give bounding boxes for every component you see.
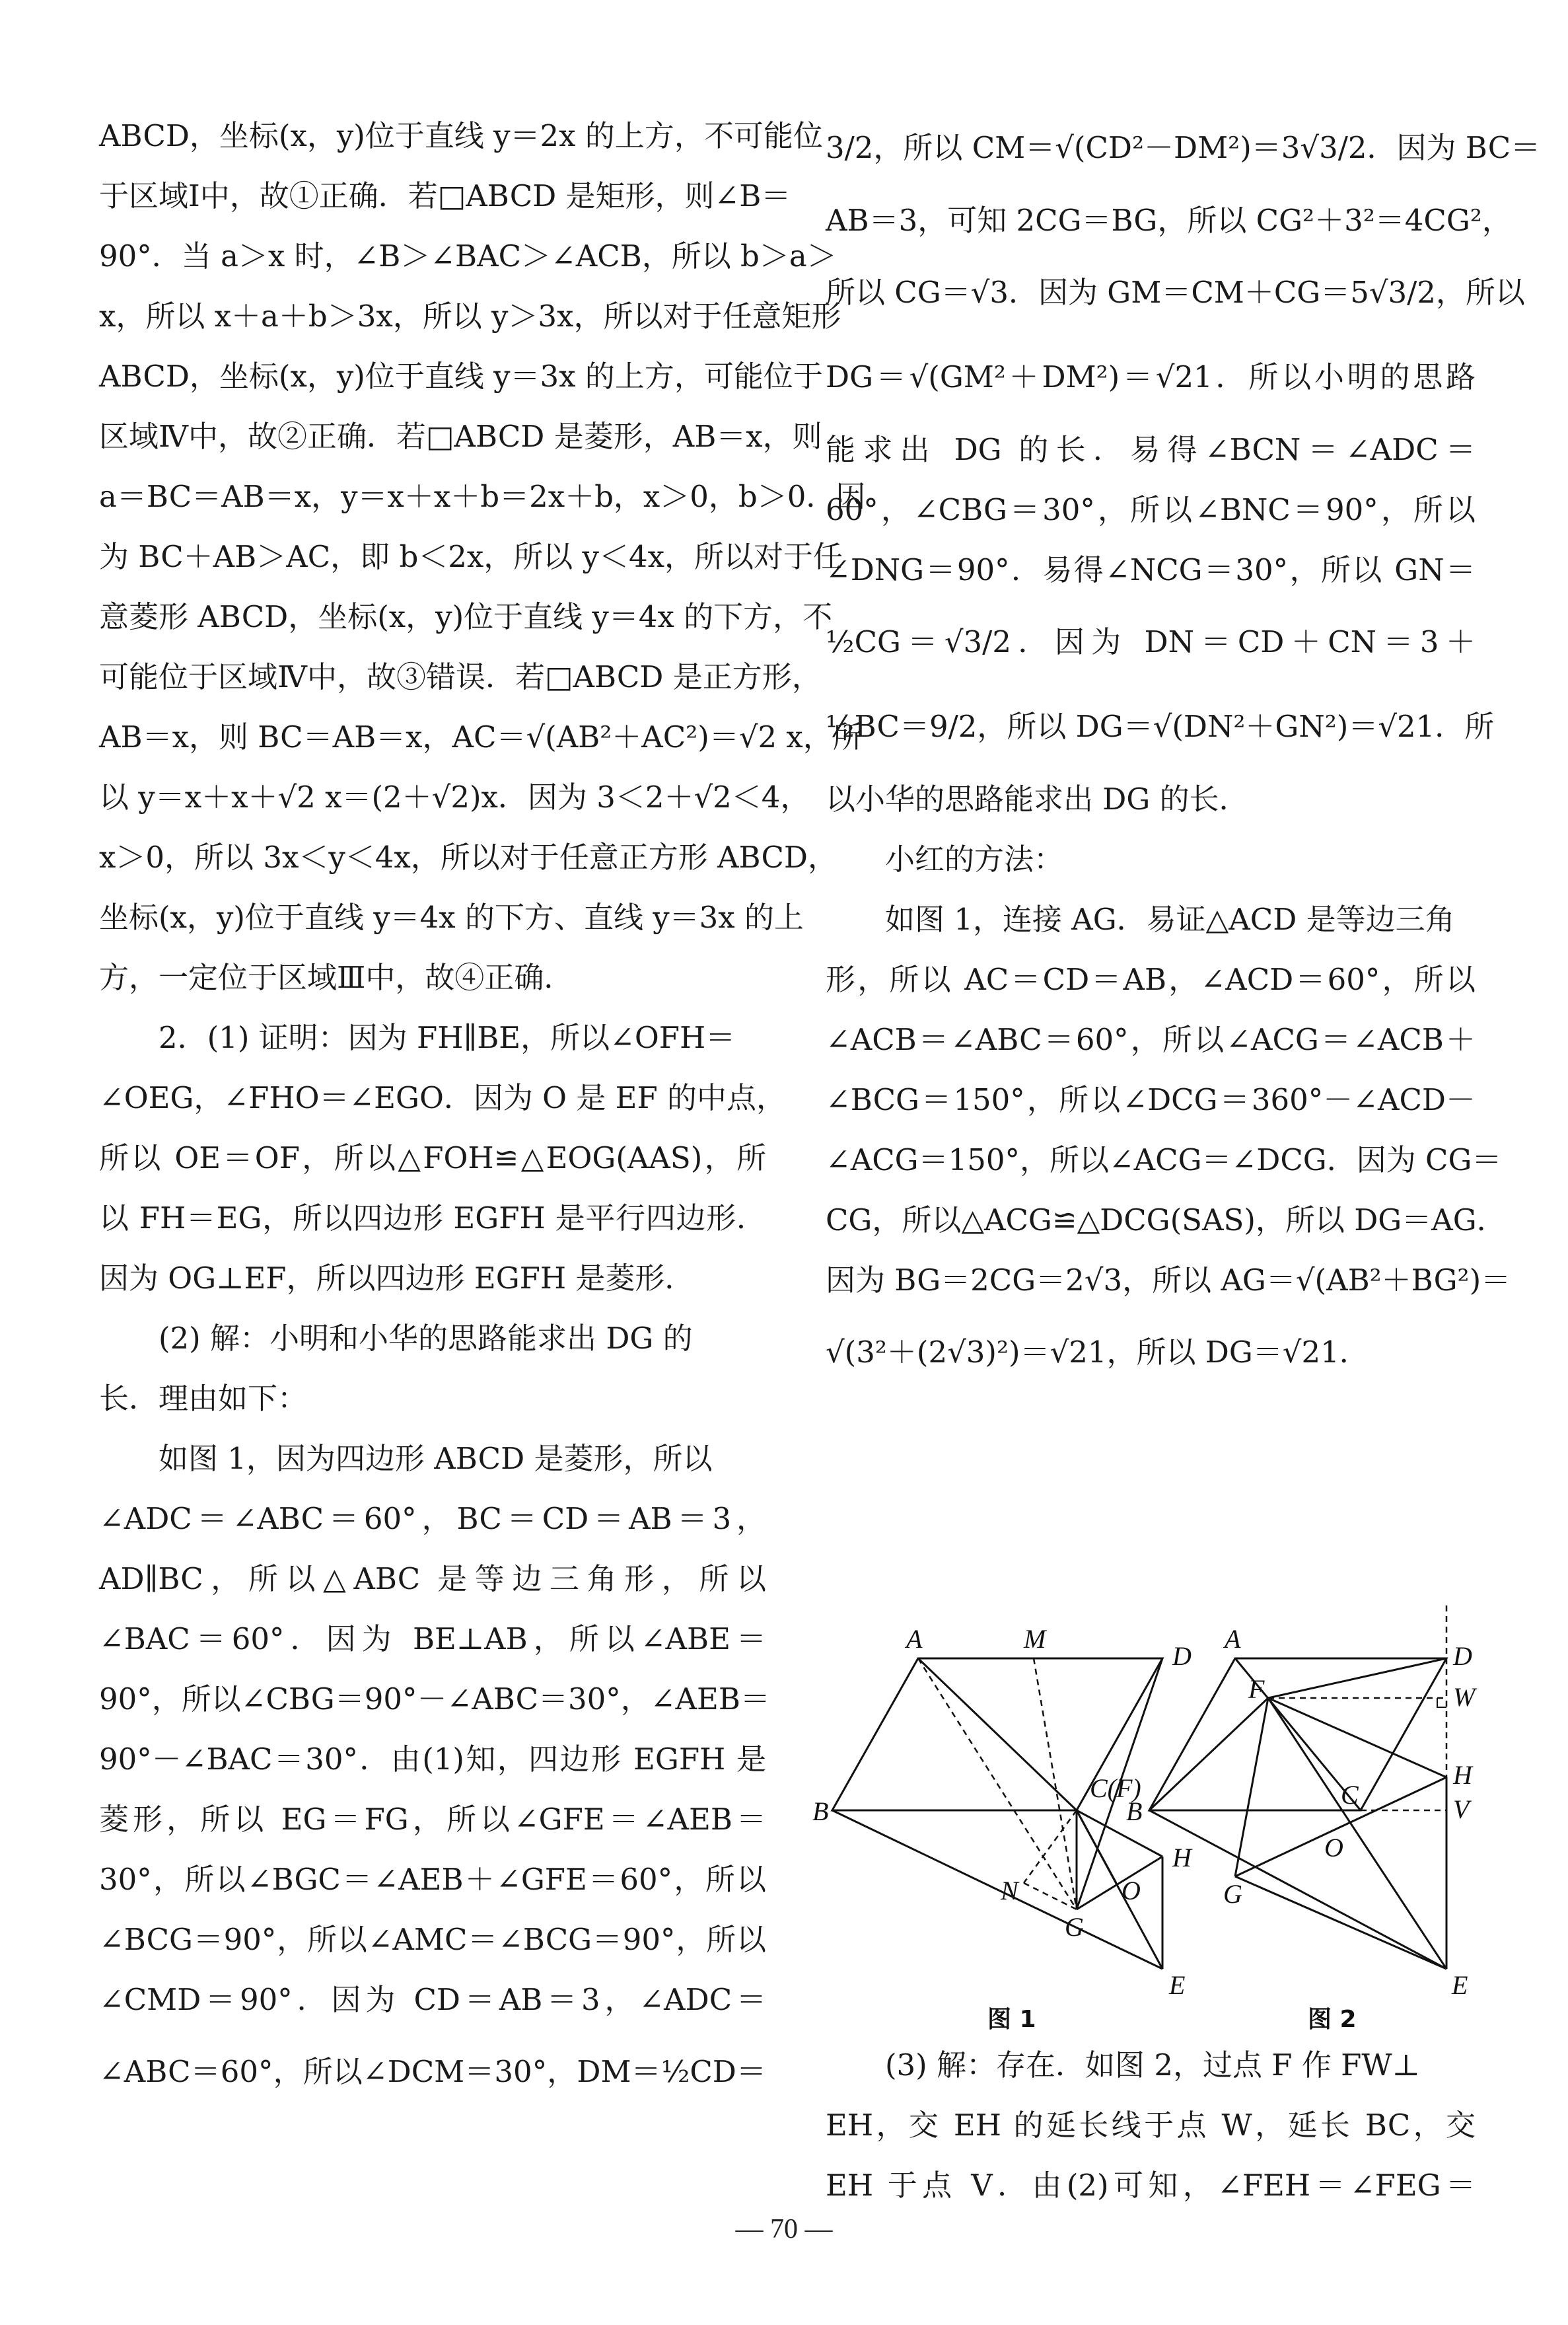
text-line: ∠ACG＝150°，所以∠ACG＝∠DCG．因为 CG＝ xyxy=(826,1142,1502,1177)
label-d: D xyxy=(1172,1641,1192,1671)
text-line: 形，所以 AC＝CD＝AB，∠ACD＝60°，所以 xyxy=(826,962,1476,997)
label-n: N xyxy=(1001,1876,1018,1905)
text-line: 为 BC＋AB＞AC，即 b＜2x，所以 y＜4x，所以对于任 xyxy=(99,539,843,574)
text-line: ½CG＝√3/2．因为 DN＝CD＋CN＝3＋ xyxy=(826,624,1476,659)
text-line: 90°－∠BAC＝30°．由(1)知，四边形 EGFH 是 xyxy=(99,1742,766,1777)
segment-be xyxy=(832,1810,1162,1969)
problem-2-heading: 2．(1) 证明：因为 FH∥BE，所以∠OFH＝ xyxy=(159,1020,736,1055)
text-line: ∠BCG＝150°，所以∠DCG＝360°－∠ACD－ xyxy=(826,1082,1476,1117)
text-line: EH 于点 V．由(2)可知，∠FEH＝∠FEG＝ xyxy=(826,2168,1476,2203)
label-g: G xyxy=(1065,1912,1084,1942)
right-column xyxy=(826,106,1541,1395)
label-e: E xyxy=(1169,1970,1186,2000)
left-column xyxy=(99,106,866,2114)
figures-svg xyxy=(812,1605,1479,2035)
text-line: ∠BCG＝90°，所以∠AMC＝∠BCG＝90°，所以 xyxy=(99,1922,766,1957)
text-line: ∠BAC＝60°．因为 BE⊥AB，所以∠ABE＝ xyxy=(99,1621,766,1656)
text-line: 能求出 DG 的长．易得∠BCN＝∠ADC＝ xyxy=(826,432,1476,467)
text-line: 因为 OG⊥EF，所以四边形 EGFH 是菱形． xyxy=(99,1261,695,1296)
text-line: 如图 1，因为四边形 ABCD 是菱形，所以 xyxy=(159,1441,713,1476)
text-line: 所以 CG＝√3．因为 GM＝CM＋CG＝5√3/2，所以 xyxy=(826,275,1525,310)
label-o-2: O xyxy=(1324,1833,1343,1863)
text-line: ABCD，坐标(x，y)位于直线 y＝3x 的上方，可能位于 xyxy=(99,359,823,394)
text-line: 90°．当 a＞x 时，∠B＞∠BAC＞∠ACB，所以 b＞a＞ xyxy=(99,239,837,274)
text-line: 坐标(x，y)位于直线 y＝4x 的下方、直线 y＝3x 的上 xyxy=(99,900,804,935)
segment-be-2 xyxy=(1149,1810,1446,1969)
text-line: AB＝3，可知 2CG＝BG，所以 CG²＋3²＝4CG²， xyxy=(826,203,1512,238)
segment-mg xyxy=(1034,1658,1077,1909)
page-number: — 70 — xyxy=(735,2214,833,2244)
bottom-right-text xyxy=(826,2035,1476,2215)
text-line: 30°，所以∠BGC＝∠AEB＋∠GFE＝60°，所以 xyxy=(99,1862,766,1897)
label-cf: C(F) xyxy=(1090,1773,1141,1803)
label-d-2: D xyxy=(1453,1641,1472,1671)
text-line: 以小华的思路能求出 DG 的长． xyxy=(826,782,1249,817)
figure-1-lines xyxy=(832,1658,1162,1969)
label-h: H xyxy=(1172,1843,1192,1872)
label-w: W xyxy=(1453,1682,1476,1712)
text-line: EH，交 EH 的延长线于点 W，延长 BC，交 xyxy=(826,2108,1476,2143)
label-f-2: F xyxy=(1248,1674,1265,1704)
label-b-2: B xyxy=(1126,1796,1143,1826)
text-line: ∠DNG＝90°．易得∠NCG＝30°，所以 GN＝ xyxy=(826,552,1476,587)
text-line: DG＝√(GM²＋DM²)＝√21．所以小明的思路 xyxy=(826,359,1476,394)
xiaohong-heading: 小红的方法： xyxy=(885,842,1064,877)
segment-ac xyxy=(918,1658,1077,1810)
text-line: 如图 1，连接 AG．易证△ACD 是等边三角 xyxy=(885,902,1455,937)
geometry-figures xyxy=(812,1605,1479,2035)
text-line: x＞0，所以 3x＜y＜4x，所以对于任意正方形 ABCD， xyxy=(99,840,837,875)
label-v: V xyxy=(1453,1794,1470,1824)
label-o: O xyxy=(1122,1876,1141,1905)
text-line: 长．理由如下： xyxy=(99,1381,308,1416)
text-line: ∠ADC＝∠ABC＝60°，BC＝CD＝AB＝3， xyxy=(99,1501,766,1536)
text-line: ABCD，坐标(x，y)位于直线 y＝2x 的上方，不可能位 xyxy=(99,118,823,153)
part-3-heading: (3) 解：存在．如图 2，过点 F 作 FW⊥ xyxy=(885,2048,1420,2083)
segment-fd-2 xyxy=(1268,1658,1446,1698)
text-line: 区域Ⅳ中，故②正确．若□ABCD 是菱形，AB＝x，则 xyxy=(99,419,822,454)
figure-2-caption: 图 2 xyxy=(1308,2006,1357,2033)
label-e-2: E xyxy=(1452,1970,1468,2000)
text-line: CG，所以△ACG≌△DCG(SAS)，所以 DG＝AG． xyxy=(826,1202,1507,1237)
figure-1-caption: 图 1 xyxy=(987,2006,1036,2033)
text-line: 所以 OE＝OF，所以△FOH≌△EOG(AAS)，所 xyxy=(99,1140,766,1175)
figure-1-dashed xyxy=(918,1658,1077,1909)
label-a: A xyxy=(906,1624,923,1654)
text-line: 因为 BG＝2CG＝2√3，所以 AG＝√(AB²＋BG²)＝ xyxy=(826,1263,1511,1298)
text-line: AD∥BC，所以△ABC 是等边三角形，所以 xyxy=(99,1561,766,1596)
text-line: 方，一定位于区域Ⅲ中，故④正确． xyxy=(99,960,574,995)
segment-ag xyxy=(918,1658,1077,1909)
right-angle-mark xyxy=(1437,1698,1446,1707)
text-line: 意菱形 ABCD，坐标(x，y)位于直线 y＝4x 的下方，不 xyxy=(99,599,833,634)
segment-ge-2 xyxy=(1235,1876,1446,1969)
text-line: AB＝x，则 BC＝AB＝x，AC＝√(AB²＋AC²)＝√2 x，所 xyxy=(99,720,863,755)
text-line: 以 y＝x＋x＋√2 x＝(2＋√2)x．因为 3＜2＋√2＜4， xyxy=(99,780,810,815)
text-line: 90°，所以∠CBG＝90°－∠ABC＝30°，∠AEB＝ xyxy=(99,1681,770,1716)
label-b: B xyxy=(812,1796,829,1826)
text-line: 以 FH＝EG，所以四边形 EGFH 是平行四边形． xyxy=(99,1200,766,1236)
text-line: √(3²＋(2√3)²)＝√21，所以 DG＝√21． xyxy=(826,1335,1369,1370)
text-line: 3/2，所以 CM＝√(CD²－DM²)＝3√3/2．因为 BC＝ xyxy=(826,130,1541,165)
label-h-2: H xyxy=(1453,1760,1472,1790)
text-line: ∠OEG，∠FHO＝∠EGO．因为 O 是 EF 的中点， xyxy=(99,1080,787,1115)
text-line: 60°，∠CBG＝30°，所以∠BNC＝90°，所以 xyxy=(826,492,1476,527)
text-line: 于区域Ⅰ中，故①正确．若□ABCD 是矩形，则∠B＝ xyxy=(99,178,791,213)
segment-gh xyxy=(1077,1857,1162,1909)
text-line: 菱形，所以 EG＝FG，所以∠GFE＝∠AEB＝ xyxy=(99,1802,766,1837)
text-line: 可能位于区域Ⅳ中，故③错误．若□ABCD 是正方形， xyxy=(99,659,822,694)
text-line: ½BC＝9/2，所以 DG＝√(DN²＋GN²)＝√21．所 xyxy=(826,709,1495,744)
text-line: ∠CMD＝90°．因为 CD＝AB＝3，∠ADC＝ xyxy=(99,1982,766,2017)
label-c-2: C xyxy=(1341,1780,1359,1810)
figure-2-lines xyxy=(1149,1658,1446,1969)
text-line: a＝BC＝AB＝x，y＝x＋x＋b＝2x＋b，x＞0，b＞0．因 xyxy=(99,479,866,514)
label-a-2: A xyxy=(1225,1624,1241,1654)
label-g-2: G xyxy=(1223,1879,1242,1909)
part-2-heading: (2) 解：小明和小华的思路能求出 DG 的 xyxy=(159,1321,693,1356)
segment-cn xyxy=(1024,1810,1077,1883)
text-line: ∠ACB＝∠ABC＝60°，所以∠ACG＝∠ACB＋ xyxy=(826,1022,1476,1057)
label-m: M xyxy=(1024,1624,1046,1654)
text-line: ∠ABC＝60°，所以∠DCM＝30°，DM＝½CD＝ xyxy=(99,2054,766,2089)
text-line: x，所以 x＋a＋b＞3x，所以 y＞3x，所以对于任意矩形 xyxy=(99,299,841,334)
